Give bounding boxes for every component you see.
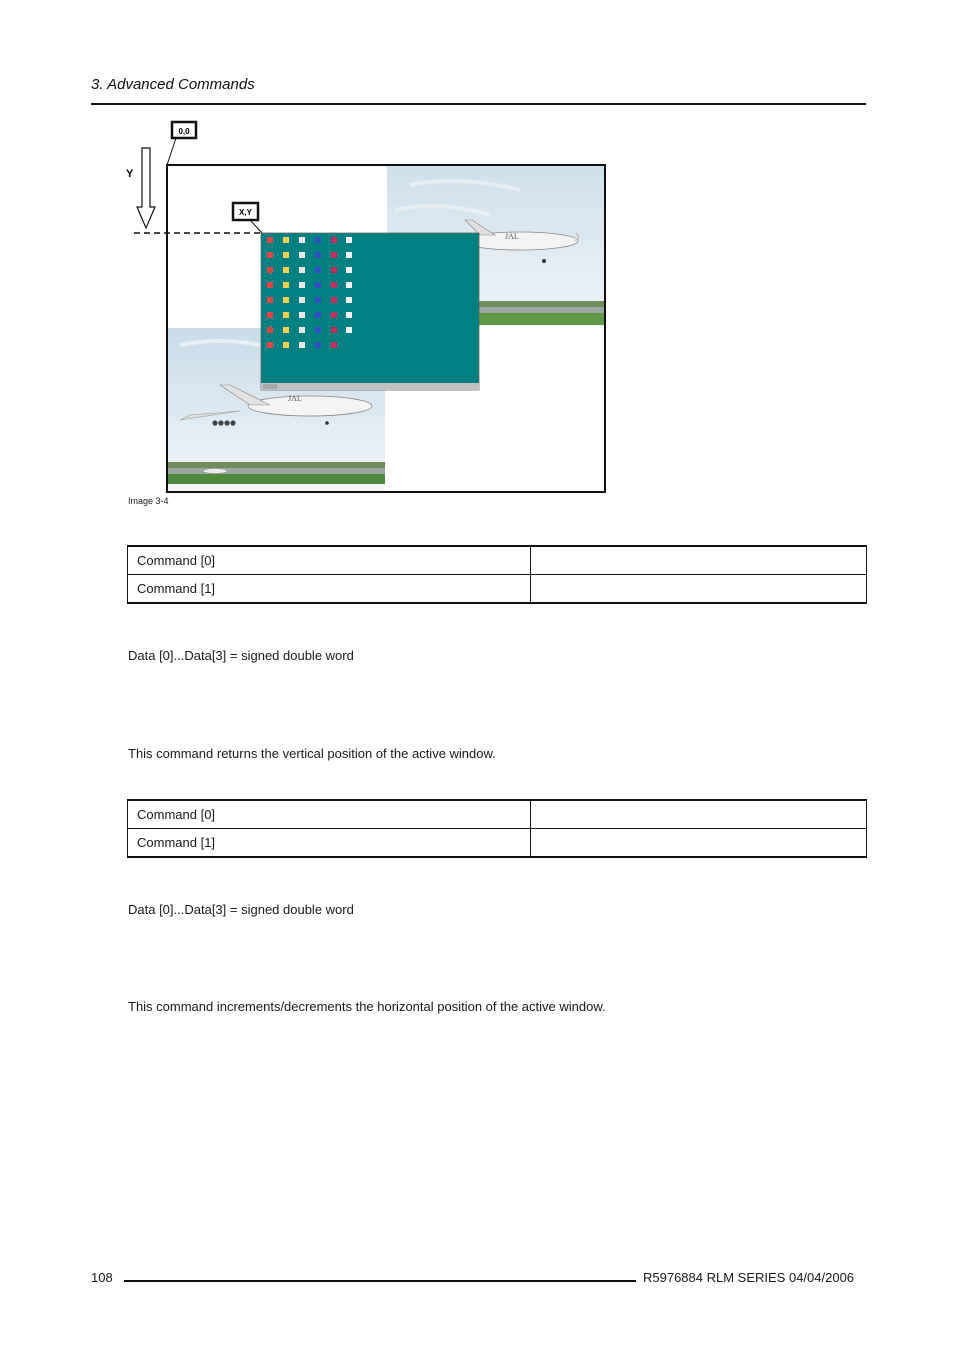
origin-label: 0,0 bbox=[178, 127, 190, 136]
command-label: Command [1] bbox=[128, 829, 531, 858]
command-value bbox=[531, 829, 867, 858]
document-info: R5976884 RLM SERIES 04/04/2006 bbox=[643, 1270, 855, 1285]
footer-rule bbox=[124, 1280, 636, 1282]
command-label: Command [0] bbox=[128, 800, 531, 829]
taskbar bbox=[261, 383, 479, 390]
header-rule bbox=[91, 103, 866, 105]
command-value bbox=[531, 546, 867, 575]
command-table-1 bbox=[127, 545, 867, 604]
command-description: This command returns the vertical position of the active window. bbox=[128, 746, 496, 761]
svg-text:JAL: JAL bbox=[288, 394, 302, 403]
figure-illustration bbox=[120, 115, 620, 500]
table-row bbox=[128, 800, 867, 829]
command-value bbox=[531, 800, 867, 829]
command-description: This command increments/decrements the horizontal position of the active window. bbox=[128, 999, 606, 1014]
origin-marker bbox=[167, 122, 196, 165]
y-axis-label: Y bbox=[126, 168, 134, 180]
command-value bbox=[531, 575, 867, 604]
down-arrow-icon bbox=[137, 148, 155, 228]
command-label: Command [0] bbox=[128, 546, 531, 575]
active-window bbox=[261, 233, 479, 390]
command-table-2 bbox=[127, 799, 867, 858]
table-row bbox=[128, 546, 867, 575]
position-label: X,Y bbox=[239, 208, 252, 217]
data-note: Data [0]...Data[3] = signed double word bbox=[128, 902, 354, 917]
table-row bbox=[128, 829, 867, 858]
window-position-figure bbox=[120, 115, 620, 500]
command-label: Command [1] bbox=[128, 575, 531, 604]
svg-text:JAL: JAL bbox=[505, 232, 519, 241]
table-row bbox=[128, 575, 867, 604]
section-title: 3. Advanced Commands bbox=[91, 76, 255, 93]
data-note: Data [0]...Data[3] = signed double word bbox=[128, 648, 354, 663]
page-number: 108 bbox=[91, 1270, 113, 1285]
figure-caption: Image 3-4 bbox=[128, 496, 169, 506]
